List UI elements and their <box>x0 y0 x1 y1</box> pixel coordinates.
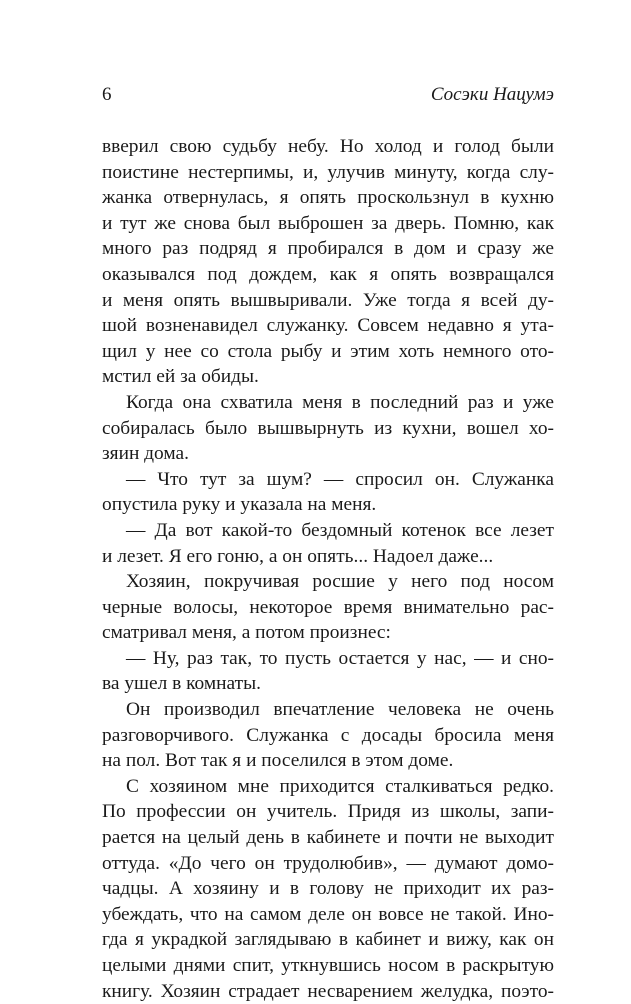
paragraph <box>102 467 554 518</box>
running-head-author: Сосэки Нацумэ <box>430 84 554 105</box>
text-line: разговорчивого. Служанка с досады бросила меня <box>102 724 554 746</box>
page-number: 6 <box>102 84 112 105</box>
text-line: жанка отвернулась, я опять проскользнул в кухню <box>102 187 554 209</box>
text-line: — Что тут за шум? — спросил он. Служанка <box>126 468 554 490</box>
text-line: ва ушел в комнаты. <box>102 673 261 695</box>
text-line: чадцы. А хозяину и в голову не приходит их раз- <box>102 878 554 900</box>
text-line: оттуда. «До чего он трудолюбив», — думают домо- <box>102 852 554 874</box>
text-line: — Ну, раз так, то пусть остается у нас, — и сно- <box>126 647 554 669</box>
text-line: убеждать, что на самом деле он вовсе не такой. Ино- <box>102 903 554 925</box>
text-line: гда я украдкой заглядываю в кабинет и вижу, как он <box>102 929 554 951</box>
text-line: вверил свою судьбу небу. Но холод и голод были <box>102 136 554 157</box>
paragraph <box>102 697 554 774</box>
text-line: много раз подряд я пробирался в дом и сразу же <box>102 238 554 260</box>
text-line: Он производил впечатление человека не очень <box>126 699 554 721</box>
paragraph <box>102 518 554 569</box>
text-line: черные волосы, некоторое время внимательно рас- <box>102 596 554 618</box>
paragraph <box>102 134 554 390</box>
text-line: на пол. Вот так я и поселился в этом доме. <box>102 750 454 772</box>
text-line: С хозяином мне приходится сталкиваться редко. <box>126 775 554 797</box>
text-line: — Да вот какой-то бездомный котенок все лезет <box>126 519 554 541</box>
text-line: По профессии он учитель. Придя из школы, запи- <box>102 801 554 823</box>
text-line: Хозяин, покручивая росшие у него под носом <box>126 571 554 593</box>
text-line: шой возненавидел служанку. Совсем недавно я ута- <box>102 315 554 337</box>
text-line: и меня опять вышвыривали. Уже тогда я всей ду- <box>102 289 554 311</box>
paragraph <box>102 646 554 697</box>
text-line: рается на целый день в кабинете и почти не выходит <box>102 827 554 849</box>
text-line: собиралась было вышвырнуть из кухни, вошел хо- <box>102 417 554 439</box>
text-line: Когда она схватила меня в последний раз и уже <box>126 391 554 413</box>
paragraph <box>102 390 554 467</box>
text-line: оказывался под дождем, как я опять возвращался <box>102 263 554 285</box>
text-line: и лезет. Я его гоню, а он опять... Надоел даже... <box>102 545 494 567</box>
text-line: книгу. Хозяин страдает несварением желудка, поэто- <box>102 980 554 1002</box>
text-line: опустила руку и указала на меня. <box>102 494 377 516</box>
text-line: зяин дома. <box>102 443 189 465</box>
text-line: мстил ей за обиды. <box>102 366 259 388</box>
paragraph <box>102 774 554 1004</box>
text-line: целыми днями спит, уткнувшись носом в раскрытую <box>102 955 554 976</box>
text-line: сматривал меня, а потом произнес: <box>102 622 391 644</box>
text-line: и тут же снова был выброшен за дверь. Помню, как <box>102 212 554 234</box>
text-line: поистине нестерпимы, и, улучив минуту, когда слу- <box>102 161 554 183</box>
page-header <box>102 84 554 110</box>
paragraph <box>102 569 554 646</box>
body-text <box>102 134 554 1004</box>
text-line: щил у нее со стола рыбу и этим хоть немного ото- <box>102 340 554 362</box>
